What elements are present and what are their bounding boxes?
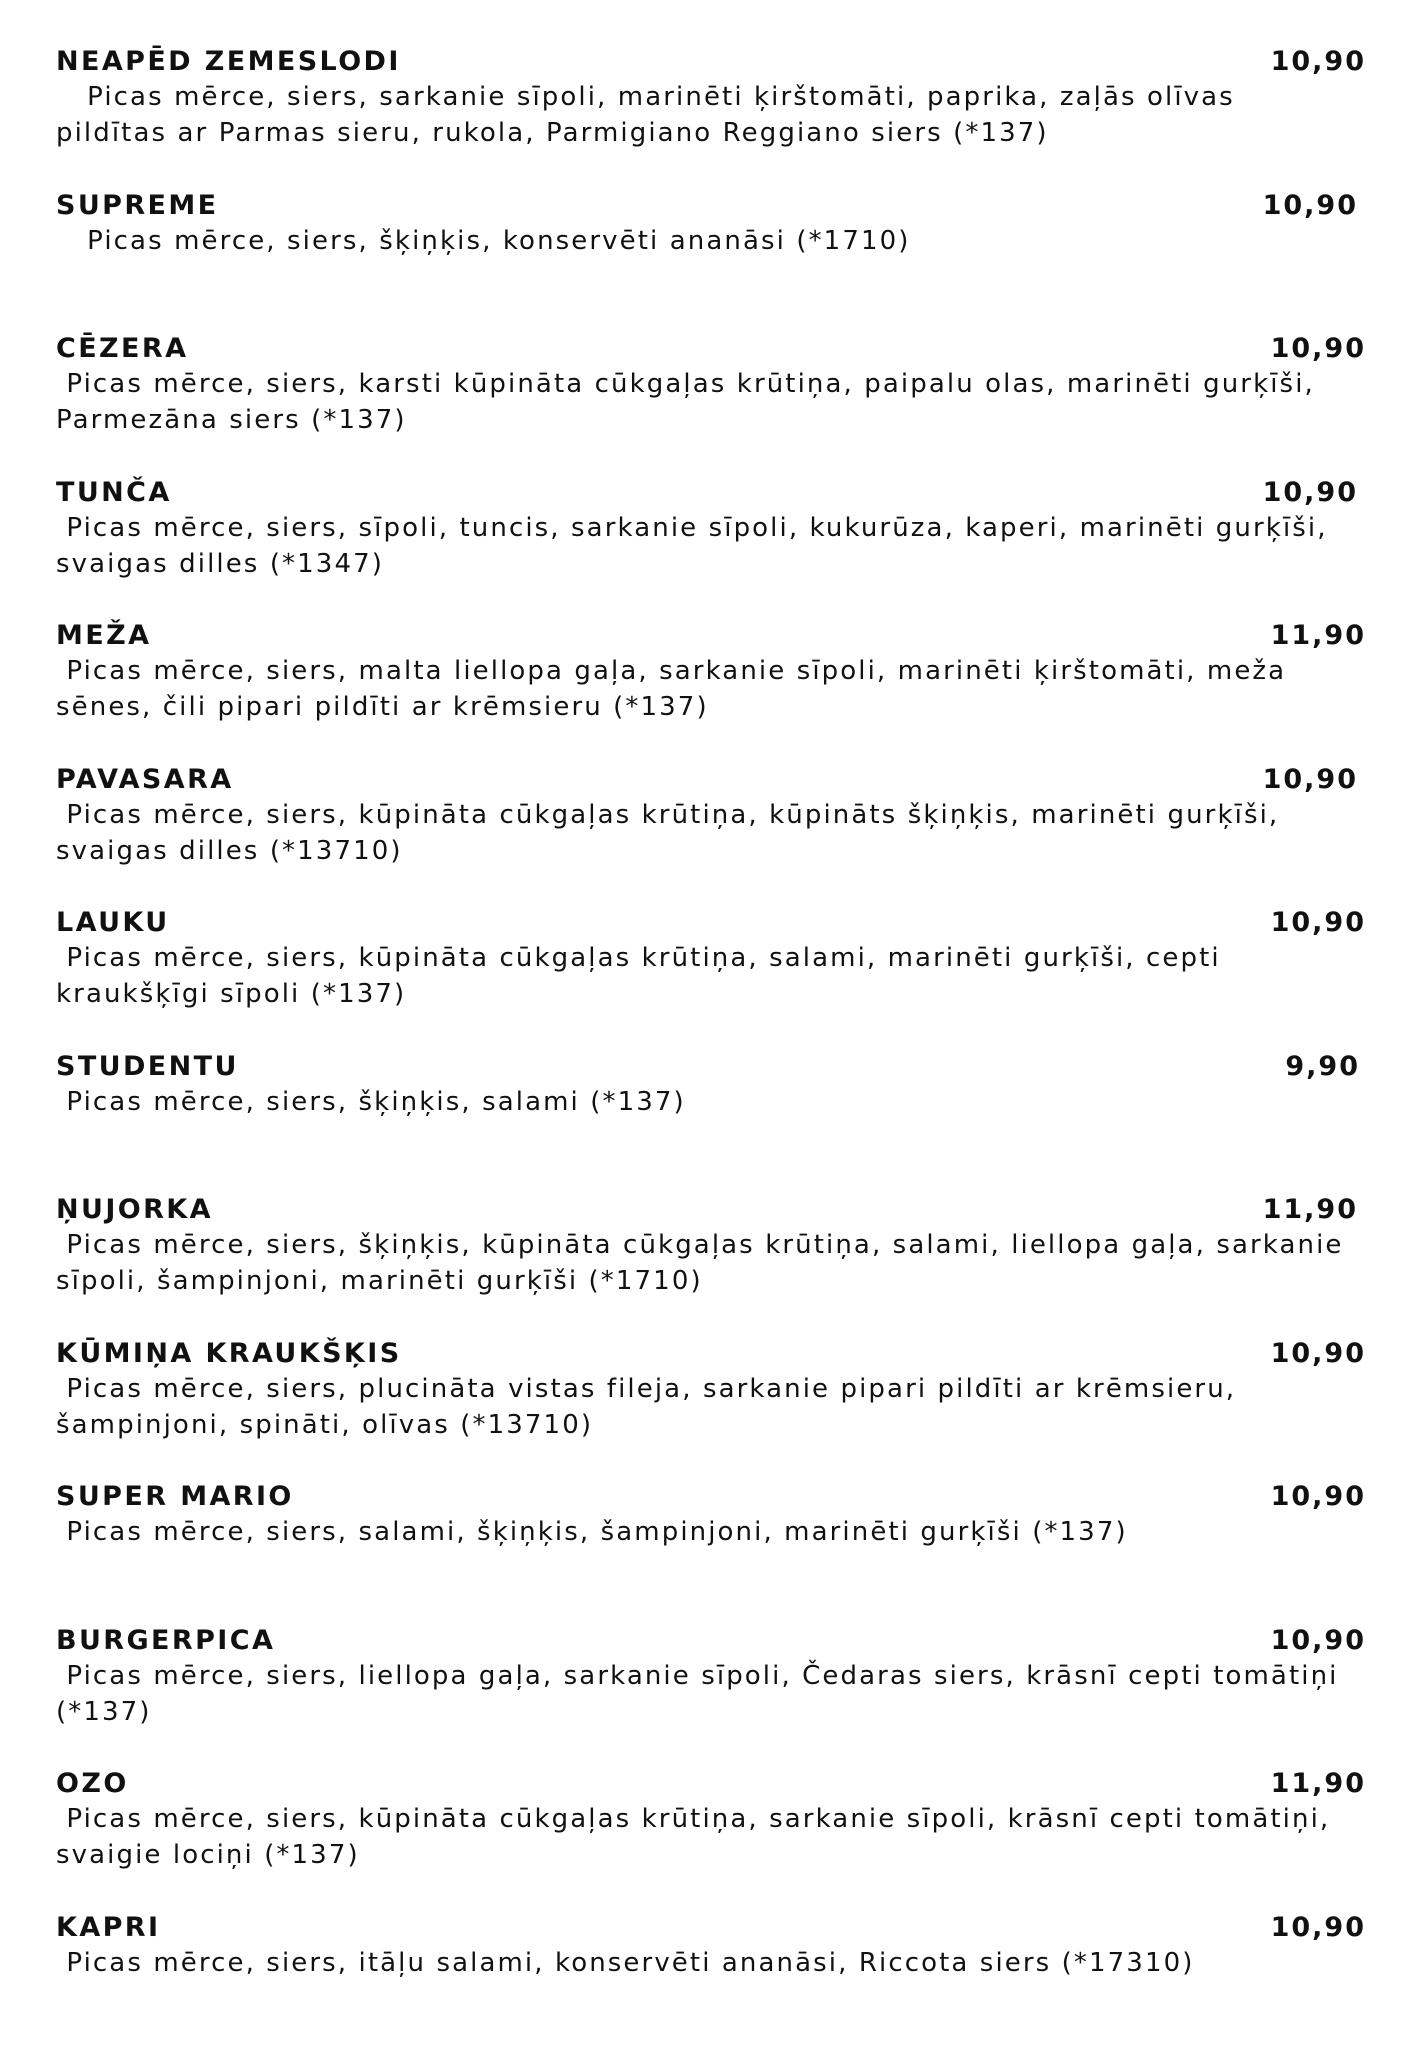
menu-item-price: 11,90 [1263, 1192, 1358, 1228]
menu-item [56, 44, 1366, 188]
menu-item-price: 10,90 [1263, 188, 1358, 224]
menu-item-description: Picas mērce, siers, šķiņķis, konservēti ananāsi (*1710) [56, 223, 1356, 259]
menu-item-price: 10,90 [1271, 1479, 1366, 1515]
menu-item [56, 188, 1366, 332]
menu-item-price: 10,90 [1271, 1623, 1366, 1659]
menu-item-name: SUPREME [56, 188, 219, 224]
menu-item-price: 11,90 [1271, 618, 1366, 654]
menu-item-price: 9,90 [1285, 1049, 1360, 1085]
menu-item-name: SUPER MARIO [56, 1479, 294, 1515]
menu-item-price: 10,90 [1271, 1336, 1366, 1372]
menu-item-description: Picas mērce, siers, šķiņķis, salami (*137) [56, 1084, 1356, 1120]
menu-item [56, 1766, 1366, 1910]
menu-item-description: Picas mērce, siers, kūpināta cūkgaļas krūtiņa, kūpināts šķiņķis, marinēti gurķīši, svaigas dilles (*13710) [56, 797, 1356, 869]
menu-item [56, 1049, 1366, 1193]
menu-item-name: KŪMIŅA KRAUKŠĶIS [56, 1336, 402, 1372]
menu-item-description: Picas mērce, siers, karsti kūpināta cūkgaļas krūtiņa, paipalu olas, marinēti gurķīši, Parmezāna siers (*137) [56, 366, 1356, 438]
menu-item-price: 10,90 [1263, 762, 1358, 798]
menu-item-name: KAPRI [56, 1910, 160, 1946]
menu-item-description: Picas mērce, siers, sīpoli, tuncis, sarkanie sīpoli, kukurūza, kaperi, marinēti gurķīši, svaigas dilles (*1347) [56, 510, 1356, 582]
menu-item-name: LAUKU [56, 905, 170, 941]
menu-item-name: NEAPĒD ZEMESLODI [56, 44, 401, 80]
menu-item-price: 10,90 [1271, 331, 1366, 367]
menu-item-name: PAVASARA [56, 762, 234, 798]
menu-item-name: CĒZERA [56, 331, 188, 367]
menu-item-description: Picas mērce, siers, salami, šķiņķis, šampinjoni, marinēti gurķīši (*137) [56, 1514, 1356, 1550]
menu-item [56, 1336, 1366, 1480]
menu-item-description: Picas mērce, siers, plucināta vistas fileja, sarkanie pipari pildīti ar krēmsieru, šampinjoni, spināti, olīvas (*13710) [56, 1371, 1356, 1443]
menu-item [56, 905, 1366, 1049]
menu-item [56, 762, 1366, 906]
menu-item [56, 331, 1366, 475]
menu-item-price: 10,90 [1271, 905, 1366, 941]
menu-item-name: STUDENTU [56, 1049, 239, 1085]
menu-item-description: Picas mērce, siers, šķiņķis, kūpināta cūkgaļas krūtiņa, salami, liellopa gaļa, sarkanie sīpoli, šampinjoni, marinēti gurķīši (*1710) [56, 1227, 1356, 1299]
menu-item [56, 475, 1366, 619]
menu-item [56, 1192, 1366, 1336]
menu-item [56, 1623, 1366, 1767]
menu-item-name: BURGERPICA [56, 1623, 275, 1659]
menu-item-price: 11,90 [1271, 1766, 1366, 1802]
menu-item-description: Picas mērce, siers, kūpināta cūkgaļas krūtiņa, salami, marinēti gurķīši, cepti kraukšķīgi sīpoli (*137) [56, 940, 1356, 1012]
menu-item-name: ŅUJORKA [56, 1192, 213, 1228]
menu-item-name: MEŽA [56, 618, 151, 654]
menu-list [56, 44, 1366, 2053]
menu-item-price: 10,90 [1271, 44, 1366, 80]
menu-item [56, 1479, 1366, 1623]
menu-item-description: Picas mērce, siers, liellopa gaļa, sarkanie sīpoli, Čedaras siers, krāsnī cepti tomātiņi (*137) [56, 1658, 1356, 1730]
menu-item-price: 10,90 [1271, 1910, 1366, 1946]
menu-item-description: Picas mērce, siers, itāļu salami, konservēti ananāsi, Riccota siers (*17310) [56, 1945, 1356, 1981]
menu-item-name: TUNČA [56, 475, 172, 511]
menu-item-description: Picas mērce, siers, sarkanie sīpoli, marinēti ķirštomāti, paprika, zaļās olīvas pildītas ar Parmas sieru, rukola, Parmigiano Reggiano siers (*137) [56, 79, 1356, 151]
menu-item-price: 10,90 [1263, 475, 1358, 511]
menu-item [56, 1910, 1366, 2053]
menu-item-name: OZO [56, 1766, 129, 1802]
menu-item-description: Picas mērce, siers, kūpināta cūkgaļas krūtiņa, sarkanie sīpoli, krāsnī cepti tomātiņi, svaigie lociņi (*137) [56, 1801, 1356, 1873]
menu-item-description: Picas mērce, siers, malta liellopa gaļa, sarkanie sīpoli, marinēti ķirštomāti, meža sēnes, čili pipari pildīti ar krēmsieru (*137) [56, 653, 1356, 725]
menu-item [56, 618, 1366, 762]
